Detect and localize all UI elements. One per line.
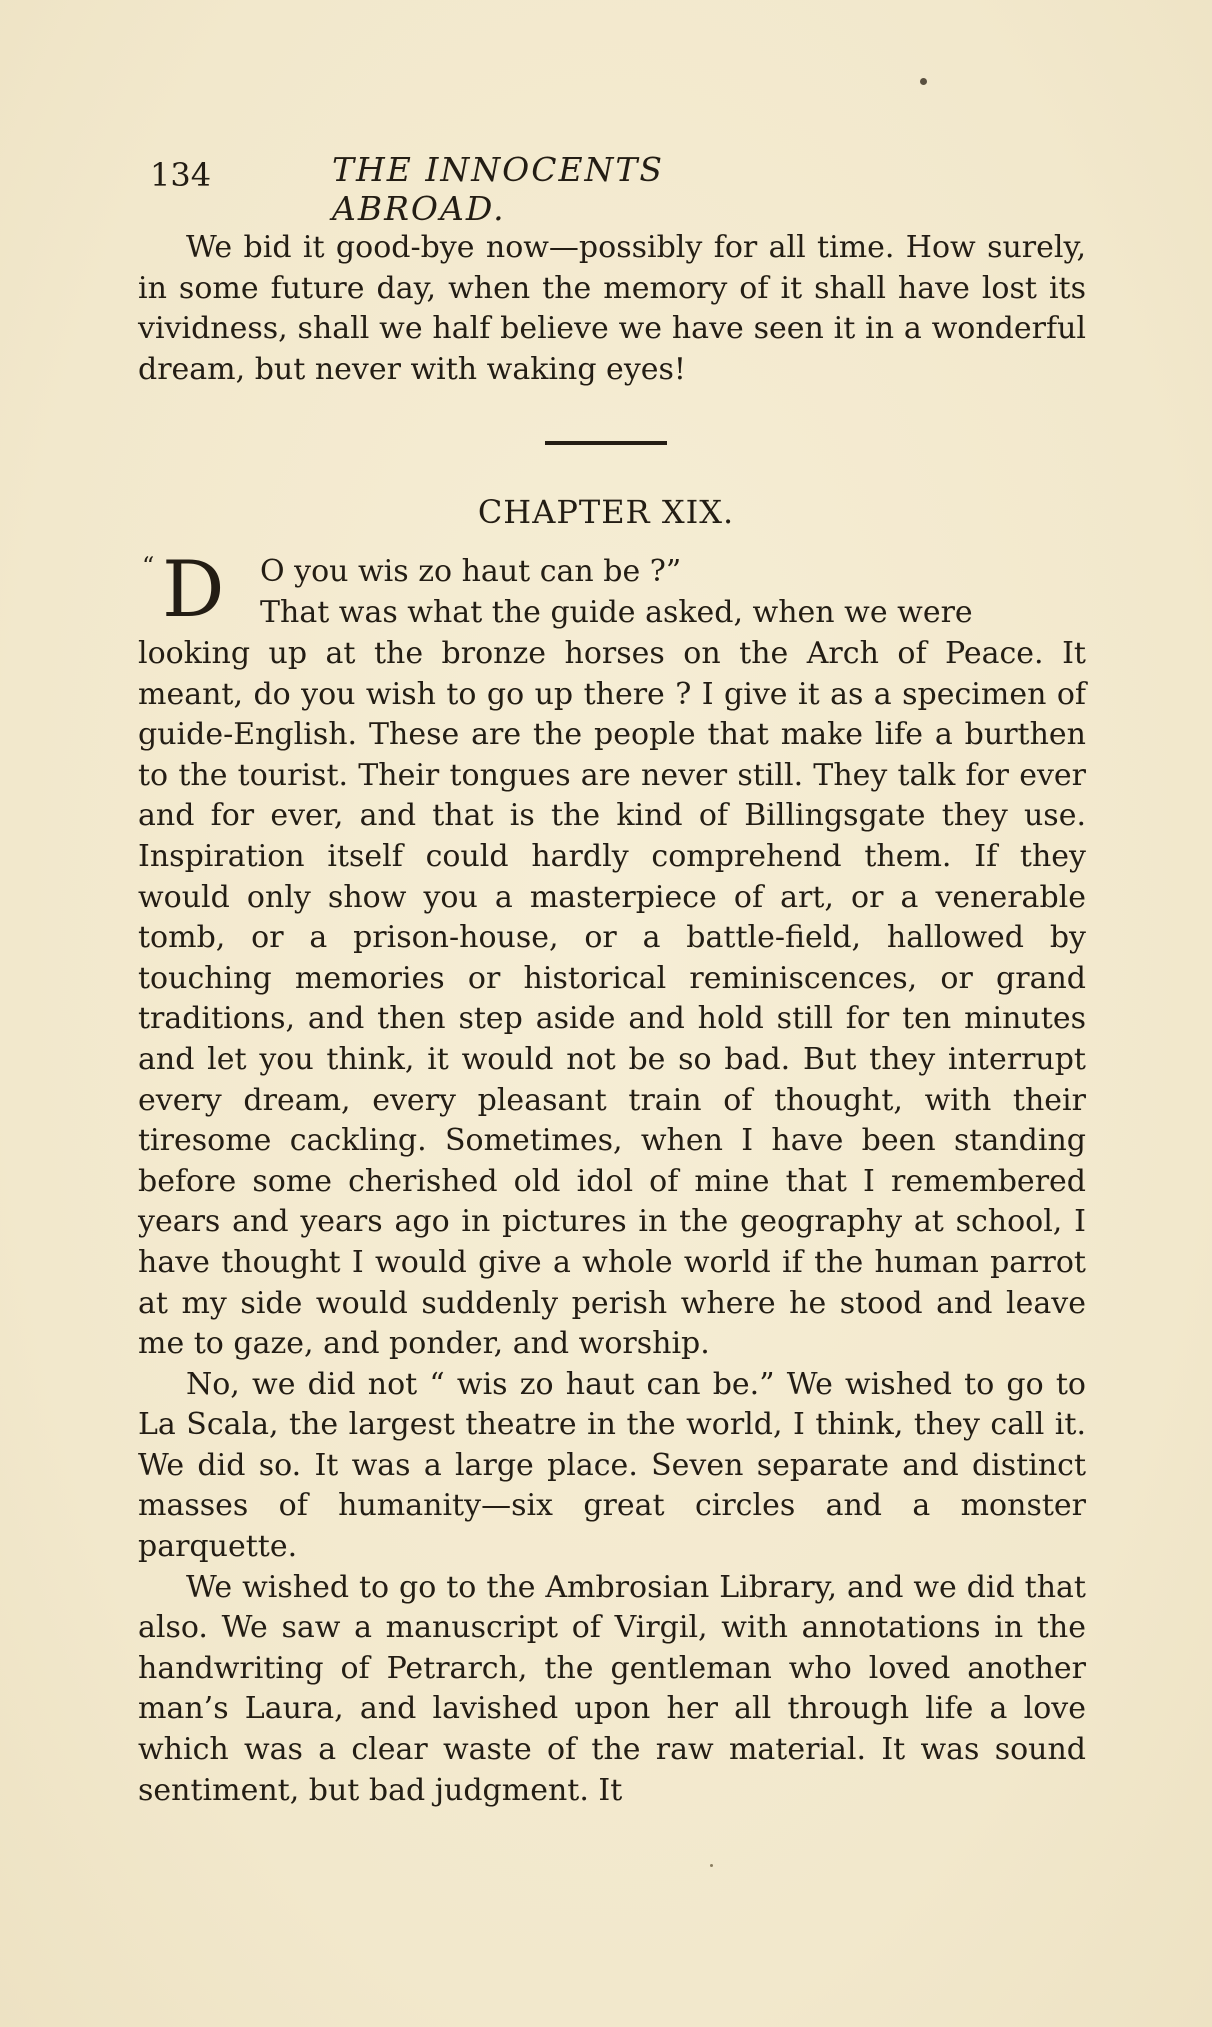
paragraph-1-continuation: looking up at the bronze horses on the Arch of Peace. It meant, do you wish to go up there ? I give it as a specimen of guide-English. These are the people that make life a burthen to the tourist. Their tongues are never still. They talk for ever and for ever, and that is the kind of Billingsgate they use. Inspiration itself could hardly comprehend them. If they would only show you a masterpiece of art, or a venerable tomb, or a prison-house, or a battle-field, hallowed by touching memories or historical reminiscences, or grand traditions, and then step aside and hold still for ten minutes and let you think, it would not be so bad. But they interrupt every dream, every pleasant train of thought, with their tiresome cackling. Sometimes, when I have been standing before some cherished old idol of mine that I remembered years and years ago in pictures in the geography at school, I have thought I would give a whole world if the human parrot at my side would suddenly perish where he stood and leave me to gaze, and ponder, and worship. <box>138 636 1086 1362</box>
drop-cap-letter: D <box>162 545 225 635</box>
section-divider-rule <box>545 441 667 445</box>
chapter-opening-lines <box>260 552 1086 633</box>
chapter-second-line: That was what the guide asked, when we were <box>260 594 973 630</box>
chapter-first-line: O you wis zo haut can be ?” <box>260 554 682 589</box>
intro-paragraph: We bid it good-bye now—possibly for all time. How surely, in some future day, when the memory of it shall have lost its vividness, shall we half believe we have seen it in a wonderful dream, but never with waking eyes! <box>138 230 1086 387</box>
opening-quote-mark: “ <box>142 552 155 580</box>
paper-speck <box>710 1864 713 1867</box>
chapter-title: CHAPTER XIX. <box>477 493 735 531</box>
paragraph-3: We wished to go to the Ambrosian Library, and we did that also. We saw a manuscript of Virgil, with annotations in the handwriting of Petrarch, the gentleman who loved another man’s Laura, and lavished upon her all through life a love which was a clear waste of the raw material. It was sound sentiment, but bad judgment. It <box>138 1569 1086 1808</box>
running-head <box>150 150 850 228</box>
ink-dot <box>920 78 927 85</box>
paragraph-2: No, we did not “ wis zo haut can be.” We wished to go to La Scala, the largest theatre in the world, I think, they call it. We did so. It was a large place. Seven separate and distinct masses of humanity—six great circles and a monster parquette. <box>138 1366 1086 1565</box>
chapter-opening <box>138 545 1086 635</box>
intro-paragraph-block <box>138 228 1086 390</box>
running-title: THE INNOCENTS ABROAD. <box>332 150 665 228</box>
chapter-body <box>138 634 1086 1811</box>
page-number: 134 <box>150 156 212 194</box>
